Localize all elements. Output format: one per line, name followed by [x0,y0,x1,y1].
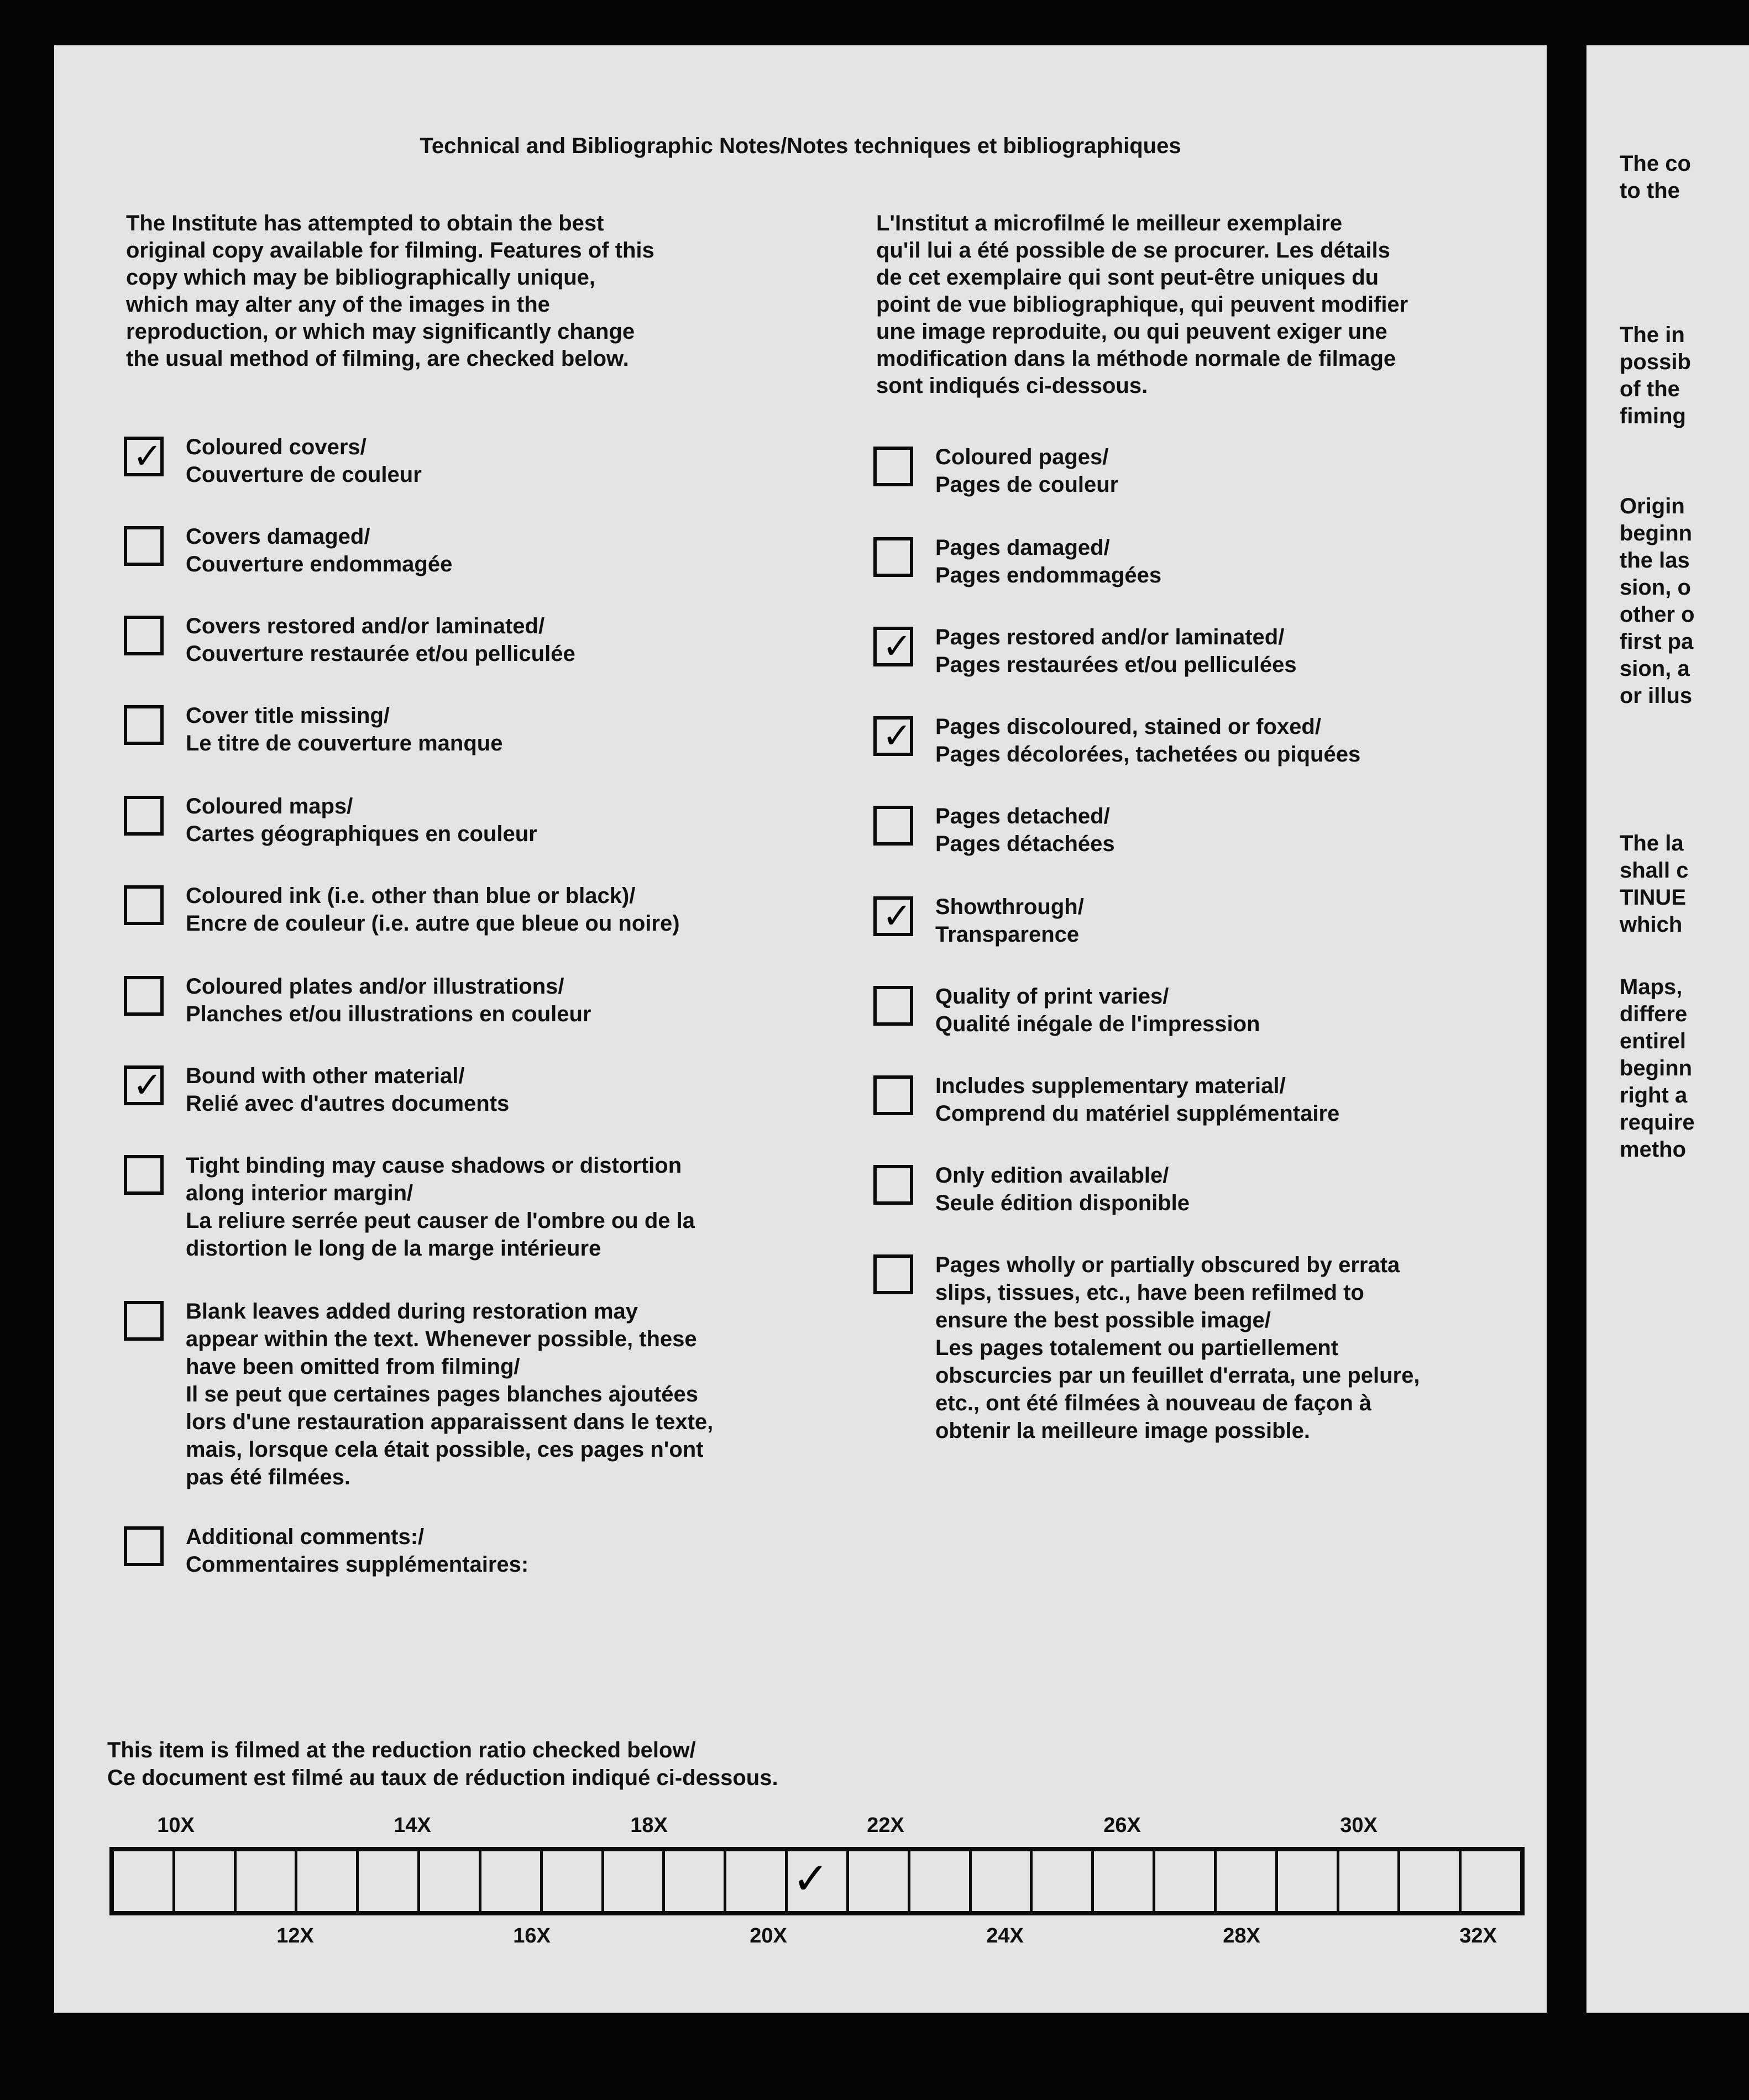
adjacent-page-text: The co to the [1620,151,1691,203]
checkbox[interactable] [873,627,913,666]
checkbox[interactable] [124,526,164,566]
adjacent-page-text: Maps, differe entirel beginn right a require metho [1620,975,1695,1162]
reduction-caption: This item is filmed at the reduction ratio checked below/ Ce document est filmé au taux de réduction indiqué ci-dessous. [107,1738,778,1790]
reduction-cell[interactable] [356,1851,417,1911]
reduction-cell[interactable] [846,1851,908,1911]
reduction-label: 12X [276,1924,314,1947]
checklist-item-label: Pages restored and/or laminated/ Pages restaurées et/ou pelliculées [935,625,1297,677]
reduction-cell[interactable] [662,1851,724,1911]
checkbox[interactable] [124,437,164,476]
checklist-item-label: Showthrough/ Transparence [935,895,1084,947]
checkmark-icon: ✓ [882,896,912,937]
checkbox[interactable] [124,1155,164,1195]
checkbox[interactable] [124,796,164,836]
checklist-item-label: Pages wholly or partially obscured by errata slips, tissues, etc., have been refilmed to ensure the best possible image/ Les pages totalement ou partiellement obscurcies par un feuillet d'errata, une pelure, etc., ont été filmées à nouveau de façon à obtenir la meilleure image possible. [935,1253,1420,1443]
reduction-label: 16X [513,1924,551,1947]
adjacent-page-text: The la shall c TINUE which [1620,831,1689,937]
checklist-item-label: Only edition available/ Seule édition disponible [935,1163,1190,1215]
reduction-label: 14X [394,1814,431,1837]
reduction-cell[interactable] [1459,1851,1520,1911]
checklist-item-label: Additional comments:/ Commentaires supplémentaires: [186,1525,529,1577]
checkbox[interactable] [873,1254,913,1294]
checklist-item-label: Coloured pages/ Pages de couleur [935,445,1119,497]
reduction-label: 30X [1340,1814,1378,1837]
reduction-label: 26X [1103,1814,1141,1837]
reduction-label: 32X [1459,1924,1497,1947]
adjacent-page-text: Origin beginn the las sion, o other o first pa sion, a or illus [1620,494,1695,708]
reduction-cell[interactable] [1153,1851,1214,1911]
checkmark-icon: ✓ [133,1065,163,1106]
checklist-item-label: Includes supplementary material/ Comprend du matériel supplémentaire [935,1074,1340,1126]
checkbox[interactable] [124,1301,164,1341]
checklist-item-label: Covers damaged/ Couverture endommagée [186,524,453,576]
checklist-item-label: Blank leaves added during restoration may appear within the text. Whenever possible, these have been omitted from filming/ Il se peut que certaines pages blanches ajoutées lors d'une restauration apparaissent dans le texte, mais, lorsque cela était possible, ces pages n'ont pas été filmées. [186,1299,714,1489]
reduction-cell[interactable] [908,1851,969,1911]
reduction-cell[interactable] [1091,1851,1153,1911]
page-fold-gutter [1548,45,1586,2013]
adjacent-page-fragment [1586,45,1749,2013]
checkbox[interactable] [124,976,164,1016]
checkbox[interactable] [873,1075,913,1115]
checklist-item-label: Pages discoloured, stained or foxed/ Pages décolorées, tachetées ou piquées [935,715,1361,767]
reduction-cell[interactable] [724,1851,785,1911]
reduction-cell[interactable] [1275,1851,1337,1911]
intro-french: L'Institut a microfilmé le meilleur exemplaire qu'il lui a été possible de se procurer. Les détails de cet exemplaire qui sont peut-être uniques du point de vue bibliographique, qui peuvent modifier une image reproduite, ou qui peuvent exiger une modification dans la méthode normale de filmage sont indiqués ci-dessous. [876,211,1408,398]
checkbox[interactable] [873,537,913,577]
reduction-cell[interactable] [234,1851,295,1911]
reduction-cell[interactable] [295,1851,356,1911]
reduction-cell[interactable] [1030,1851,1091,1911]
checkbox[interactable] [124,1526,164,1566]
checkbox[interactable] [124,705,164,745]
reduction-label: 20X [750,1924,787,1947]
checkmark-icon: ✓ [882,626,912,667]
checklist-item-label: Coloured maps/ Cartes géographiques en couleur [186,794,537,846]
reduction-label: 18X [630,1814,668,1837]
checklist-item-label: Coloured ink (i.e. other than blue or black)/ Encre de couleur (i.e. autre que bleue ou noire) [186,884,680,936]
reduction-cell[interactable] [417,1851,479,1911]
adjacent-page-text: The in possib of the fiming [1620,323,1691,428]
checkbox[interactable] [124,616,164,655]
notes-page [54,45,1547,2013]
checkmark-icon: ✓ [133,436,163,477]
reduction-ratio-row [109,1847,1525,1915]
checklist-item-label: Pages detached/ Pages détachées [935,804,1115,856]
checklist-item-label: Pages damaged/ Pages endommagées [935,536,1162,587]
checkbox[interactable] [124,1065,164,1105]
reduction-cell[interactable] [479,1851,540,1911]
checklist-item-label: Covers restored and/or laminated/ Couverture restaurée et/ou pelliculée [186,614,575,666]
checkbox[interactable] [873,1165,913,1205]
reduction-cell[interactable] [114,1851,172,1911]
reduction-cell[interactable] [785,1851,846,1911]
checkbox[interactable] [873,716,913,756]
reduction-cell[interactable] [172,1851,234,1911]
checkmark-icon: ✓ [792,1853,830,1904]
checkbox[interactable] [124,885,164,925]
reduction-label: 28X [1223,1924,1260,1947]
intro-english: The Institute has attempted to obtain the best original copy available for filming. Features of this copy which may be bibliographically unique, which may alter any of the images in the reproduction, or which may significantly change the usual method of filming, are checked below. [126,211,654,371]
checklist-item-label: Quality of print varies/ Qualité inégale de l'impression [935,984,1260,1036]
reduction-cell[interactable] [1397,1851,1459,1911]
reduction-label: 24X [986,1924,1024,1947]
reduction-label: 10X [157,1814,195,1837]
reduction-cell[interactable] [540,1851,601,1911]
page-title: Technical and Bibliographic Notes/Notes techniques et bibliographiques [420,134,1181,158]
checklist-item-label: Bound with other material/ Relié avec d'autres documents [186,1064,510,1116]
checklist-item-label: Coloured covers/ Couverture de couleur [186,435,422,487]
checkbox[interactable] [873,986,913,1026]
reduction-cell[interactable] [1214,1851,1275,1911]
reduction-cell[interactable] [1337,1851,1398,1911]
checkbox[interactable] [873,447,913,486]
checkmark-icon: ✓ [882,716,912,757]
checklist-item-label: Tight binding may cause shadows or distortion along interior margin/ La reliure serrée peut causer de l'ombre ou de la distortion le long de la marge intérieure [186,1153,695,1261]
checklist-item-label: Cover title missing/ Le titre de couverture manque [186,704,503,755]
reduction-cell[interactable] [969,1851,1030,1911]
checklist-item-label: Coloured plates and/or illustrations/ Planches et/ou illustrations en couleur [186,974,591,1026]
checkbox[interactable] [873,896,913,936]
reduction-label: 22X [867,1814,904,1837]
checkbox[interactable] [873,806,913,846]
reduction-cell[interactable] [601,1851,663,1911]
